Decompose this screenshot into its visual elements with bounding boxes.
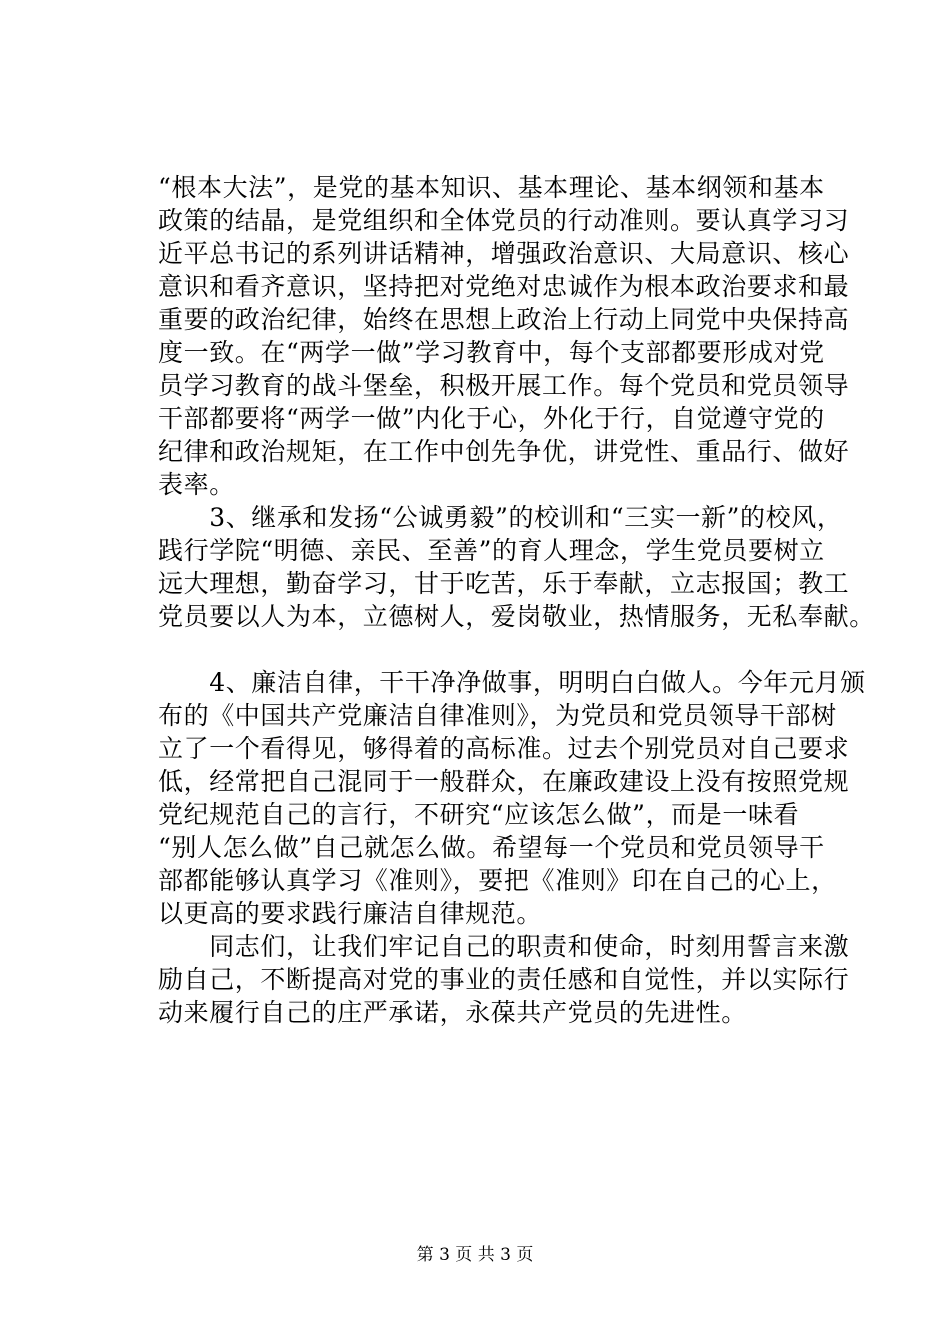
text-line: 干部都要将“两学一做”内化于心，外化于行，自觉遵守党的 bbox=[158, 404, 825, 433]
text-line: 4、廉洁自律，干干净净做事，明明白白做人。今年元月颁 bbox=[158, 668, 866, 697]
text-line: 意识和看齐意识，坚持把对党绝对忠诚作为根本政治要求和最 bbox=[158, 272, 850, 301]
page-footer: 第 3 页 共 3 页 bbox=[416, 1245, 534, 1265]
text-line: 纪律和政治规矩，在工作中创先争优，讲党性、重品行、做好 bbox=[158, 437, 850, 466]
text-line: 近平总书记的系列讲话精神，增强政治意识、大局意识、核心 bbox=[158, 239, 850, 268]
text-line: 党纪规范自己的言行，不研究“应该怎么做”，而是一味看 bbox=[158, 800, 800, 829]
text-line: 表率。 bbox=[158, 470, 235, 499]
text-line: 党员要以人为本，立德树人，爱岗敬业，热情服务，无私奉献。 bbox=[158, 602, 875, 631]
text-line: 以更高的要求践行廉洁自律规范。 bbox=[158, 899, 543, 928]
text-line: 部都能够认真学习《准则》，要把《准则》印在自己的心上， bbox=[158, 866, 837, 895]
text-line: “根本大法”，是党的基本知识、基本理论、基本纲领和基本 bbox=[158, 173, 825, 202]
text-line: 践行学院“明德、亲民、至善”的育人理念，学生党员要树立 bbox=[158, 536, 825, 565]
text-line: 布的《中国共产党廉洁自律准则》，为党员和党员领导干部树 bbox=[158, 701, 837, 730]
text-line: “别人怎么做”自己就怎么做。希望每一个党员和党员领导干 bbox=[158, 833, 825, 862]
text-line: 励自己，不断提高对党的事业的责任感和自觉性，并以实际行 bbox=[158, 965, 850, 994]
text-line: 远大理想，勤奋学习，甘于吃苦，乐于奉献，立志报国；教工 bbox=[158, 569, 850, 598]
text-line: 度一致。在“两学一做”学习教育中，每个支部都要形成对党 bbox=[158, 338, 825, 367]
text-line: 3、继承和发扬“公诚勇毅”的校训和“三实一新”的校风， bbox=[158, 503, 843, 532]
text-line: 重要的政治纪律，始终在思想上政治上行动上同党中央保持高 bbox=[158, 305, 850, 334]
document-body bbox=[158, 171, 875, 1029]
text-line: 同志们，让我们牢记自己的职责和使命，时刻用誓言来激 bbox=[158, 932, 850, 961]
text-line: 政策的结晶，是党组织和全体党员的行动准则。要认真学习习 bbox=[158, 206, 850, 235]
text-line: 低，经常把自己混同于一般群众，在廉政建设上没有按照党规 bbox=[158, 767, 850, 796]
paragraph-gap bbox=[158, 633, 858, 666]
text-line: 动来履行自己的庄严承诺，永葆共产党员的先进性。 bbox=[158, 998, 747, 1027]
text-line: 立了一个看得见，够得着的高标准。过去个别党员对自己要求 bbox=[158, 734, 850, 763]
text-line: 员学习教育的战斗堡垒，积极开展工作。每个党员和党员领导 bbox=[158, 371, 850, 400]
